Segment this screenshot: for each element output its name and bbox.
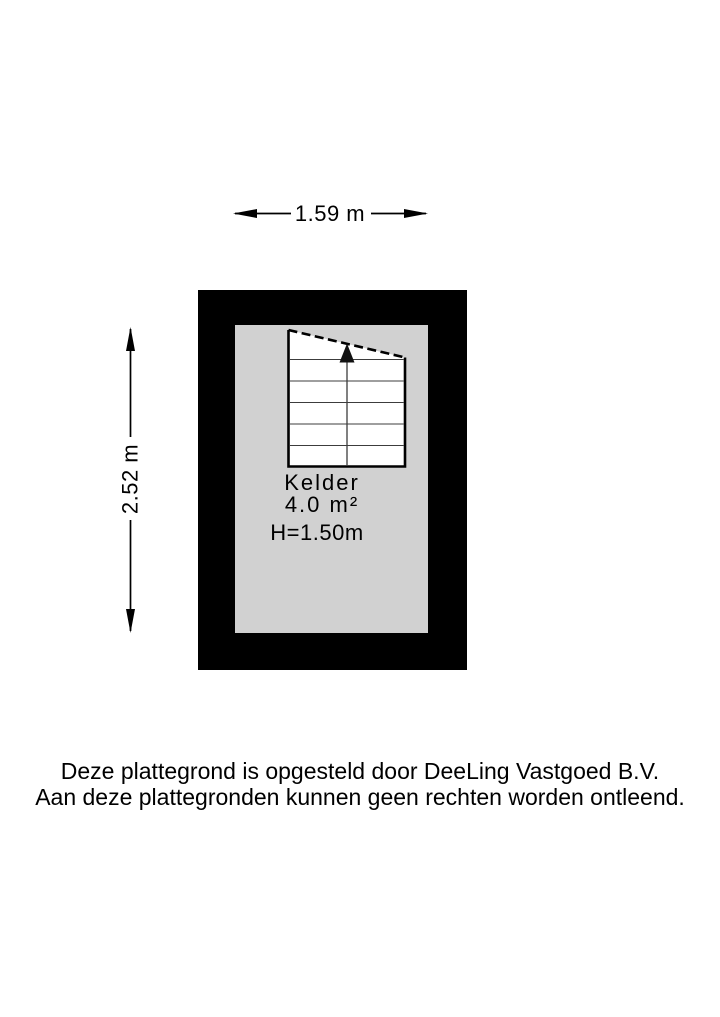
height-dimension-label: 2.52 m [117,443,143,515]
footer-disclaimer [0,758,720,810]
arrow-right-icon [404,209,428,218]
footer-disclaimer-line1: Deze plattegrond is opgesteld door DeeLing Vastgoed B.V. [60,758,660,784]
arrow-up-icon [126,327,135,351]
room-name-label: Kelder [284,470,360,495]
width-dimension-label: 1.59 m [294,201,366,226]
room-height-clearance-label: H=1.50m [270,520,364,545]
footer-disclaimer-line2: Aan deze plattegronden kunnen geen rechten worden ontleend. [35,784,685,810]
arrow-left-icon [233,209,257,218]
arrow-down-icon [126,609,135,633]
room-area-label: 4.0 m² [284,492,360,517]
